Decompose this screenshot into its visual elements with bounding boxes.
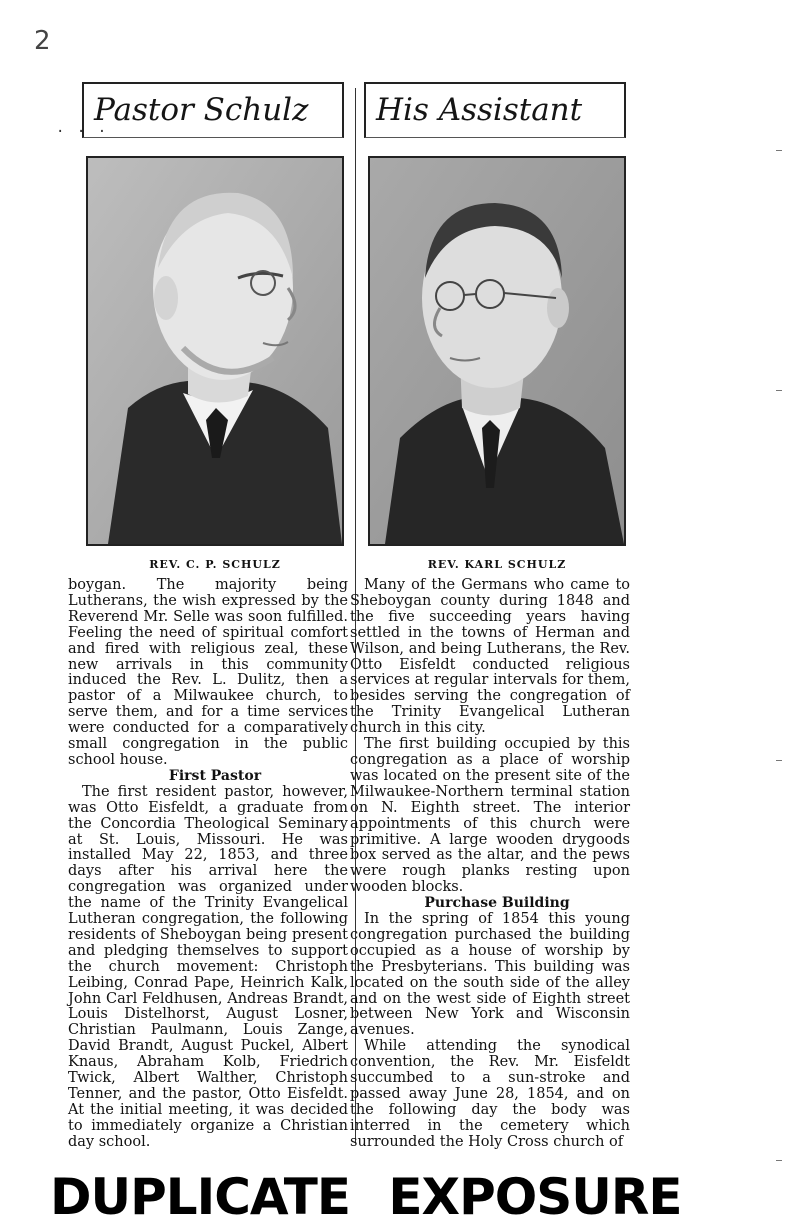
article-column-left <box>68 578 348 1151</box>
headline-pastor-schulz: Pastor Schulz <box>82 82 344 138</box>
scan-edge-mark <box>776 760 782 761</box>
page-number-mark: 2 <box>34 26 51 56</box>
scan-edge-mark <box>776 1160 782 1161</box>
headline-his-assistant: His Assistant <box>364 82 626 138</box>
paragraph: boygan. The majority being Lutherans, the wish expressed by the Reverend Mr. Selle was soon fulfilled. Feeling the need of spiritual comfort and fired with religious zeal, these new arrivals in this community induced the Rev. L. Dulitz, then a pastor of a Milwaukee church, to serve them, and for a time services were conducted for a comparatively small congregation in the public school house. <box>68 577 348 768</box>
paragraph: Many of the Germans who came to Sheboygan county during 1848 and the five succeeding years having settled in the towns of Herman and Wilson, and being Lutherans, the Rev. Otto Eisfeldt conducted religious services at regular intervals for them, besides serving the congregation of the Trinity Evangelical Lutheran church in this city. <box>350 577 630 737</box>
scan-edge-mark <box>776 390 782 391</box>
scan-edge-mark <box>776 150 782 151</box>
paragraph: The first resident pastor, however, was Otto Eisfeldt, a graduate from the Concordia Theological Seminary at St. Louis, Missouri. He was installed May 22, 1853, and three days after his arrival here the congregation was organized under the name of the Trinity Evangelical Lutheran congregation, the following residents of Sheboygan being present and pledging themselves to support the church movement: Christoph Leibing, Conrad Pape, Heinrich Kalk, John Carl Feldhusen, Andreas Brandt, Louis Distelhorst, August Losner, Christian Paulmann, Louis Zange, David Brandt, August Puckel, Albert Knaus, Abraham Kolb, Friedrich Twick, Albert Walther, Christoph Tenner, and the pastor, Otto Eisfeldt. At the initial meeting, it was decided to immediately organize a Christian day school. <box>68 783 348 1150</box>
photo-rev-cp-schulz <box>86 156 344 546</box>
article-column-right <box>350 578 630 1151</box>
paragraph: The first building occupied by this congregation as a place of worship was located on the present site of the Milwaukee-Northern terminal station on N. Eighth street. The interior appointments of this church were primitive. A large wooden drygoods box served as the altar, and the pews were rough planks resting upon wooden blocks. <box>350 736 630 896</box>
paragraph: While attending the synodical convention, the Rev. Mr. Eisfeldt succumbed to a sun-stroke and passed away June 28, 1854, and on the following day the body was interred in the cemetery which surrounded the Holy Cross church of <box>350 1038 630 1150</box>
stamp-word-exposure: EXPOSURE <box>388 1168 682 1226</box>
caption-rev-cp-schulz: REV. C. P. SCHULZ <box>149 558 281 571</box>
caption-rev-karl-schulz: REV. KARL SCHULZ <box>427 558 567 571</box>
stamp-word-duplicate: DUPLICATE <box>50 1168 350 1226</box>
photo-rev-karl-schulz <box>368 156 626 546</box>
portrait-photo-icon <box>88 158 342 544</box>
subhead-first-pastor: First Pastor <box>168 767 262 784</box>
duplicate-exposure-stamp <box>50 1168 682 1226</box>
paragraph: In the spring of 1854 this young congregation purchased the building occupied as a house of worship by the Presbyterians. This building was located on the south side of the alley and on the west side of Eighth street between New York and Wisconsin avenues. <box>350 911 630 1039</box>
subhead-purchase-building: Purchase Building <box>424 895 570 912</box>
dotted-decoration: · · · <box>56 124 109 140</box>
portrait-photo-icon <box>370 158 624 544</box>
